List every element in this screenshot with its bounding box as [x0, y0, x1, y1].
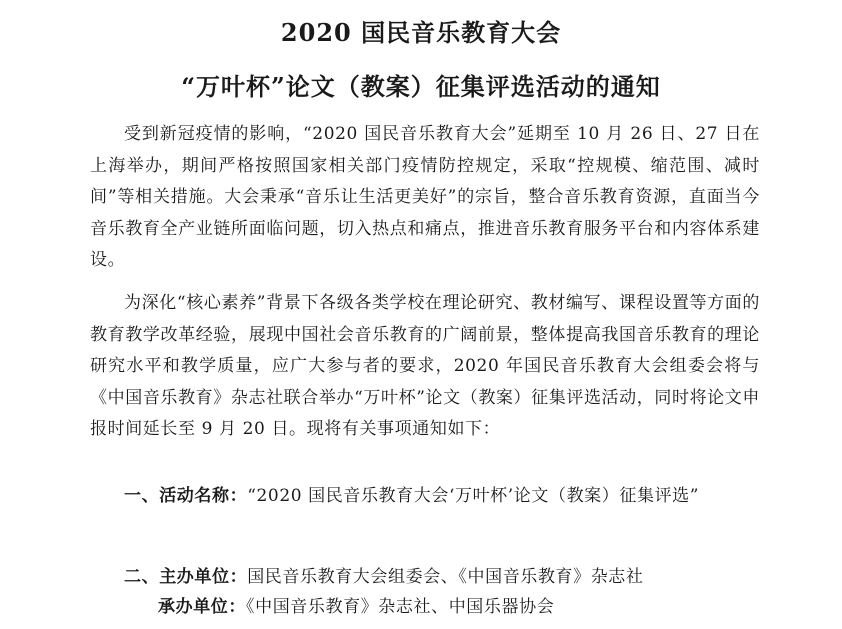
section-host: [158, 592, 758, 624]
document-title-line2: “万叶杯”论文（教案）征集评选活动的通知: [181, 72, 661, 101]
section-organizer: [90, 562, 760, 594]
section-host-label: 承办单位：: [158, 597, 246, 617]
section-activity-name-label: 一、活动名称：: [124, 486, 248, 506]
section-organizer-text: 国民音乐教育大会组委会、《中国音乐教育》杂志社: [247, 567, 644, 587]
section-host-text: 《中国音乐教育》杂志社、中国乐器协会: [246, 597, 555, 617]
section-activity-name-text: “2020 国民音乐教育大会‘万叶杯’论文（教案）征集评选”: [247, 486, 700, 506]
purpose-paragraph: 为深化“核心素养”背景下各级各类学校在理论研究、教材编写、课程设置等方面的教育教学改革经验，展现中国社会音乐教育的广阔前景，整体提高我国音乐教育的理论研究水平和教学质量，应广大参与者的要求，2020 年国民音乐教育大会组委会将与《中国音乐教育》杂志社联合举办“万叶杯”论文（教案）征集评选活动，同时将论文申报时间延长至 9 月 20 日。现将有关事项通知如下：: [90, 293, 760, 440]
intro-paragraph: 受到新冠疫情的影响，“2020 国民音乐教育大会”延期至 10 月 26 日、27 日在上海举办，期间严格按照国家相关部门疫情防控规定，采取“控规模、缩范围、减时间”等相关措施。大会秉承“音乐让生活更美好”的宗旨，整合音乐教育资源，直面当今音乐教育全产业链所面临问题，切入热点和痛点，推进音乐教育服务平台和内容体系建设。: [90, 124, 760, 271]
document-title-line1: 2020 国民音乐教育大会: [280, 18, 562, 47]
section-activity-name: [90, 481, 760, 513]
section-organizer-label: 二、主办单位：: [124, 567, 248, 587]
